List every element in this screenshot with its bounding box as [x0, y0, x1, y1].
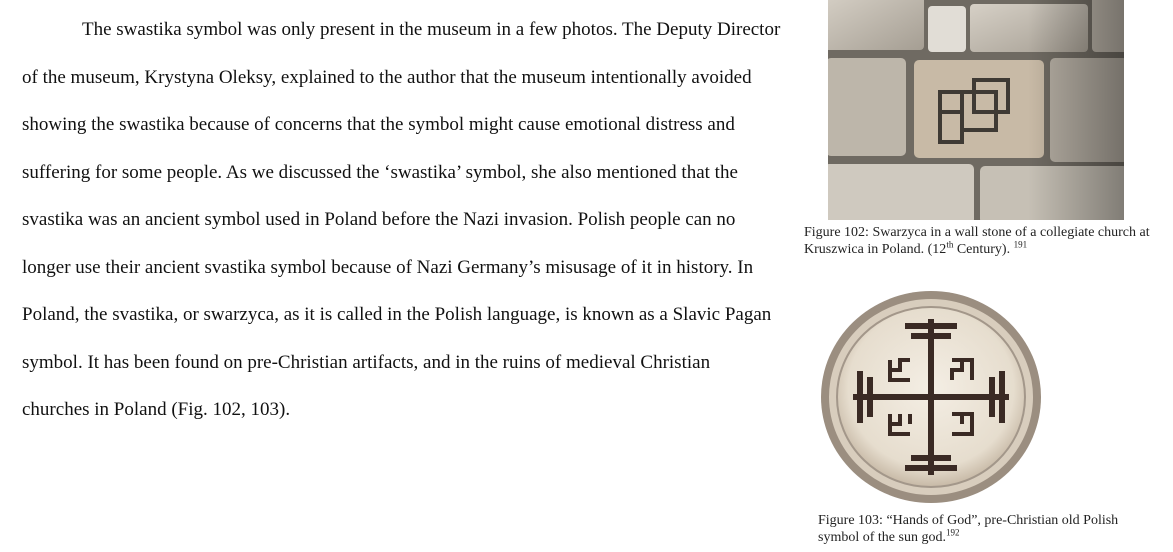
figure-102-stone-wall-image — [828, 0, 1124, 220]
figure-102-caption: Figure 102: Swarzyca in a wall stone of a collegiate church at Kruszwica in Poland. (12th Century). $^{191}$ — [804, 225, 1150, 257]
body-paragraph: The swastika symbol was only present in the museum in a few photos. The Deputy Director of the museum, Krystyna Oleksy, explained to the author that the museum intentionally avoided showing the swastika because of concerns that the symbol might cause emotional distress and suffering for some people. As we discussed the ‘swastika’ symbol, she also mentioned that the svastika was an ancient symbol used in Poland before the Nazi invasion. Polish people can no longer use their ancient svastika symbol because of Nazi Germany’s misusage of it in history. In Poland, the svastika, or swarzyca, as it is called in the Polish language, is known as a Slavic Pagan symbol. It has been found on pre-Christian artifacts, and in the ruins of medieval Christian churches in Poland (Fig. 102, 103). — [22, 19, 781, 420]
figure-103-caption: Figure 103: “Hands of God”, pre-Christian old Polish symbol of the sun god.$^{192}$ — [818, 513, 1119, 545]
figure-103-medallion-image — [818, 288, 1044, 506]
